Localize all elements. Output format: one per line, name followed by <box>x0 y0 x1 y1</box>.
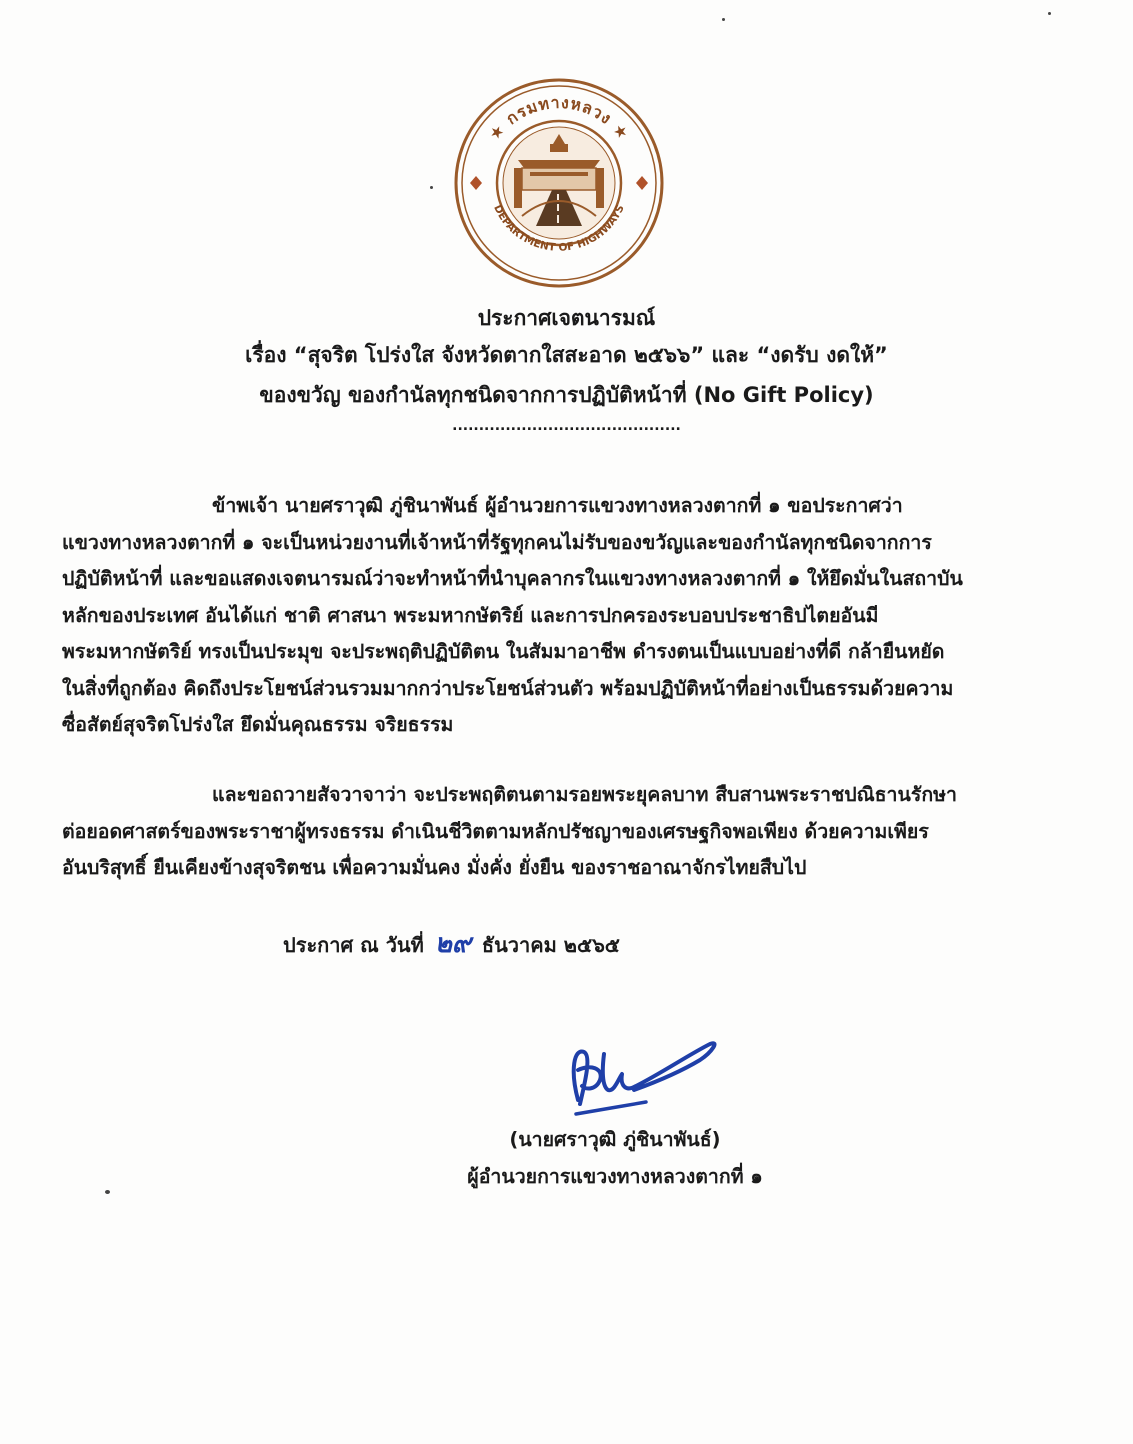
svg-text:DEPARTMENT OF HIGHWAYS: DEPARTMENT OF HIGHWAYS <box>491 203 627 254</box>
subject-line-2: ของขวัญ ของกำนัลทุกชนิดจากการปฏิบัติหน้าที่ (No Gift Policy) <box>259 383 874 407</box>
scan-speck <box>1048 12 1051 15</box>
paragraph-line: ข้าพเจ้า นายศราวุฒิ ภู่ชินาพันธ์ ผู้อำนวยการแขวงทางหลวงตากที่ ๑ ขอประกาศว่า <box>212 494 903 517</box>
paragraph-line: อันบริสุทธิ์ ยืนเคียงข้างสุจริตชน เพื่อความมั่นคง มั่งคั่ง ยั่งยืน ของราชอาณาจักรไทยสืบไป <box>62 856 807 879</box>
date-month-year: ธันวาคม ๒๕๖๕ <box>481 933 620 957</box>
paragraph-2 <box>62 777 1040 887</box>
paragraph-line: ในสิ่งที่ถูกต้อง คิดถึงประโยชน์ส่วนรวมมากกว่าประโยชน์ส่วนตัว พร้อมปฏิบัติหน้าที่อย่างเป็นธรรมด้วยความ <box>62 676 954 700</box>
paragraph-line: และขอถวายสัจวาจาว่า จะประพฤติตนตามรอยพระยุคลบาท สืบสานพระราชปณิธานรักษา <box>212 783 957 806</box>
paragraph-line: ซื่อสัตย์สุจริตโปร่งใส ยึดมั่นคุณธรรม จริยธรรม <box>62 713 454 736</box>
svg-text:★ กรมทางหลวง ★: ★ กรมทางหลวง ★ <box>484 92 634 144</box>
paragraph-line: ต่อยอดศาสตร์ของพระราชาผู้ทรงธรรม ดำเนินชีวิตตามหลักปรัชญาของเศรษฐกิจพอเพียง ด้วยความเพียร <box>62 819 929 843</box>
announcement-title: ประกาศเจตนารมณ์ <box>477 306 656 330</box>
paragraph-line: พระมหากษัตริย์ ทรงเป็นประมุข จะประพฤติปฏิบัติตน ในสัมมาอาชีพ ดำรงตนเป็นแบบอย่างที่ดี กล้ายืนหยัด <box>62 640 945 663</box>
signer-name: (นายศราวุฒิ ภู่ชินาพันธ์) <box>509 1128 721 1151</box>
subject-line-1: เรื่อง “สุจริต โปร่งใส จังหวัดตากใสสะอาด ๒๕๖๖” และ “งดรับ งดให้” <box>245 343 888 367</box>
paragraph-1 <box>62 488 1040 744</box>
scan-speck <box>105 1190 110 1194</box>
scan-speck <box>722 18 725 21</box>
department-of-highways-seal-icon <box>452 76 666 290</box>
paragraph-line: ปฏิบัติหน้าที่ และขอแสดงเจตนารมณ์ว่าจะทำหน้าที่นำบุคลากรในแขวงทางหลวงตากที่ ๑ ให้ยึดมั่นในสถาบัน <box>62 567 963 590</box>
date-day-handwritten: ๒๙ <box>434 929 471 959</box>
dotted-divider: ........................................... <box>452 418 681 434</box>
paragraph-line: หลักของประเทศ อันได้แก่ ชาติ ศาสนา พระมหากษัตริย์ และการปกครองระบอบประชาธิปไตยอันมี <box>62 603 879 627</box>
paragraph-line: แขวงทางหลวงตากที่ ๑ จะเป็นหน่วยงานที่เจ้าหน้าที่รัฐทุกคนไม่รับของขวัญและของกำนัลทุกชนิดจากการ <box>62 530 932 554</box>
date-prefix: ประกาศ ณ วันที่ <box>283 933 424 957</box>
handwritten-signature-icon <box>560 1030 730 1122</box>
signer-position: ผู้อำนวยการแขวงทางหลวงตากที่ ๑ <box>467 1165 763 1188</box>
announcement-date <box>283 923 620 964</box>
scan-speck <box>430 186 433 189</box>
